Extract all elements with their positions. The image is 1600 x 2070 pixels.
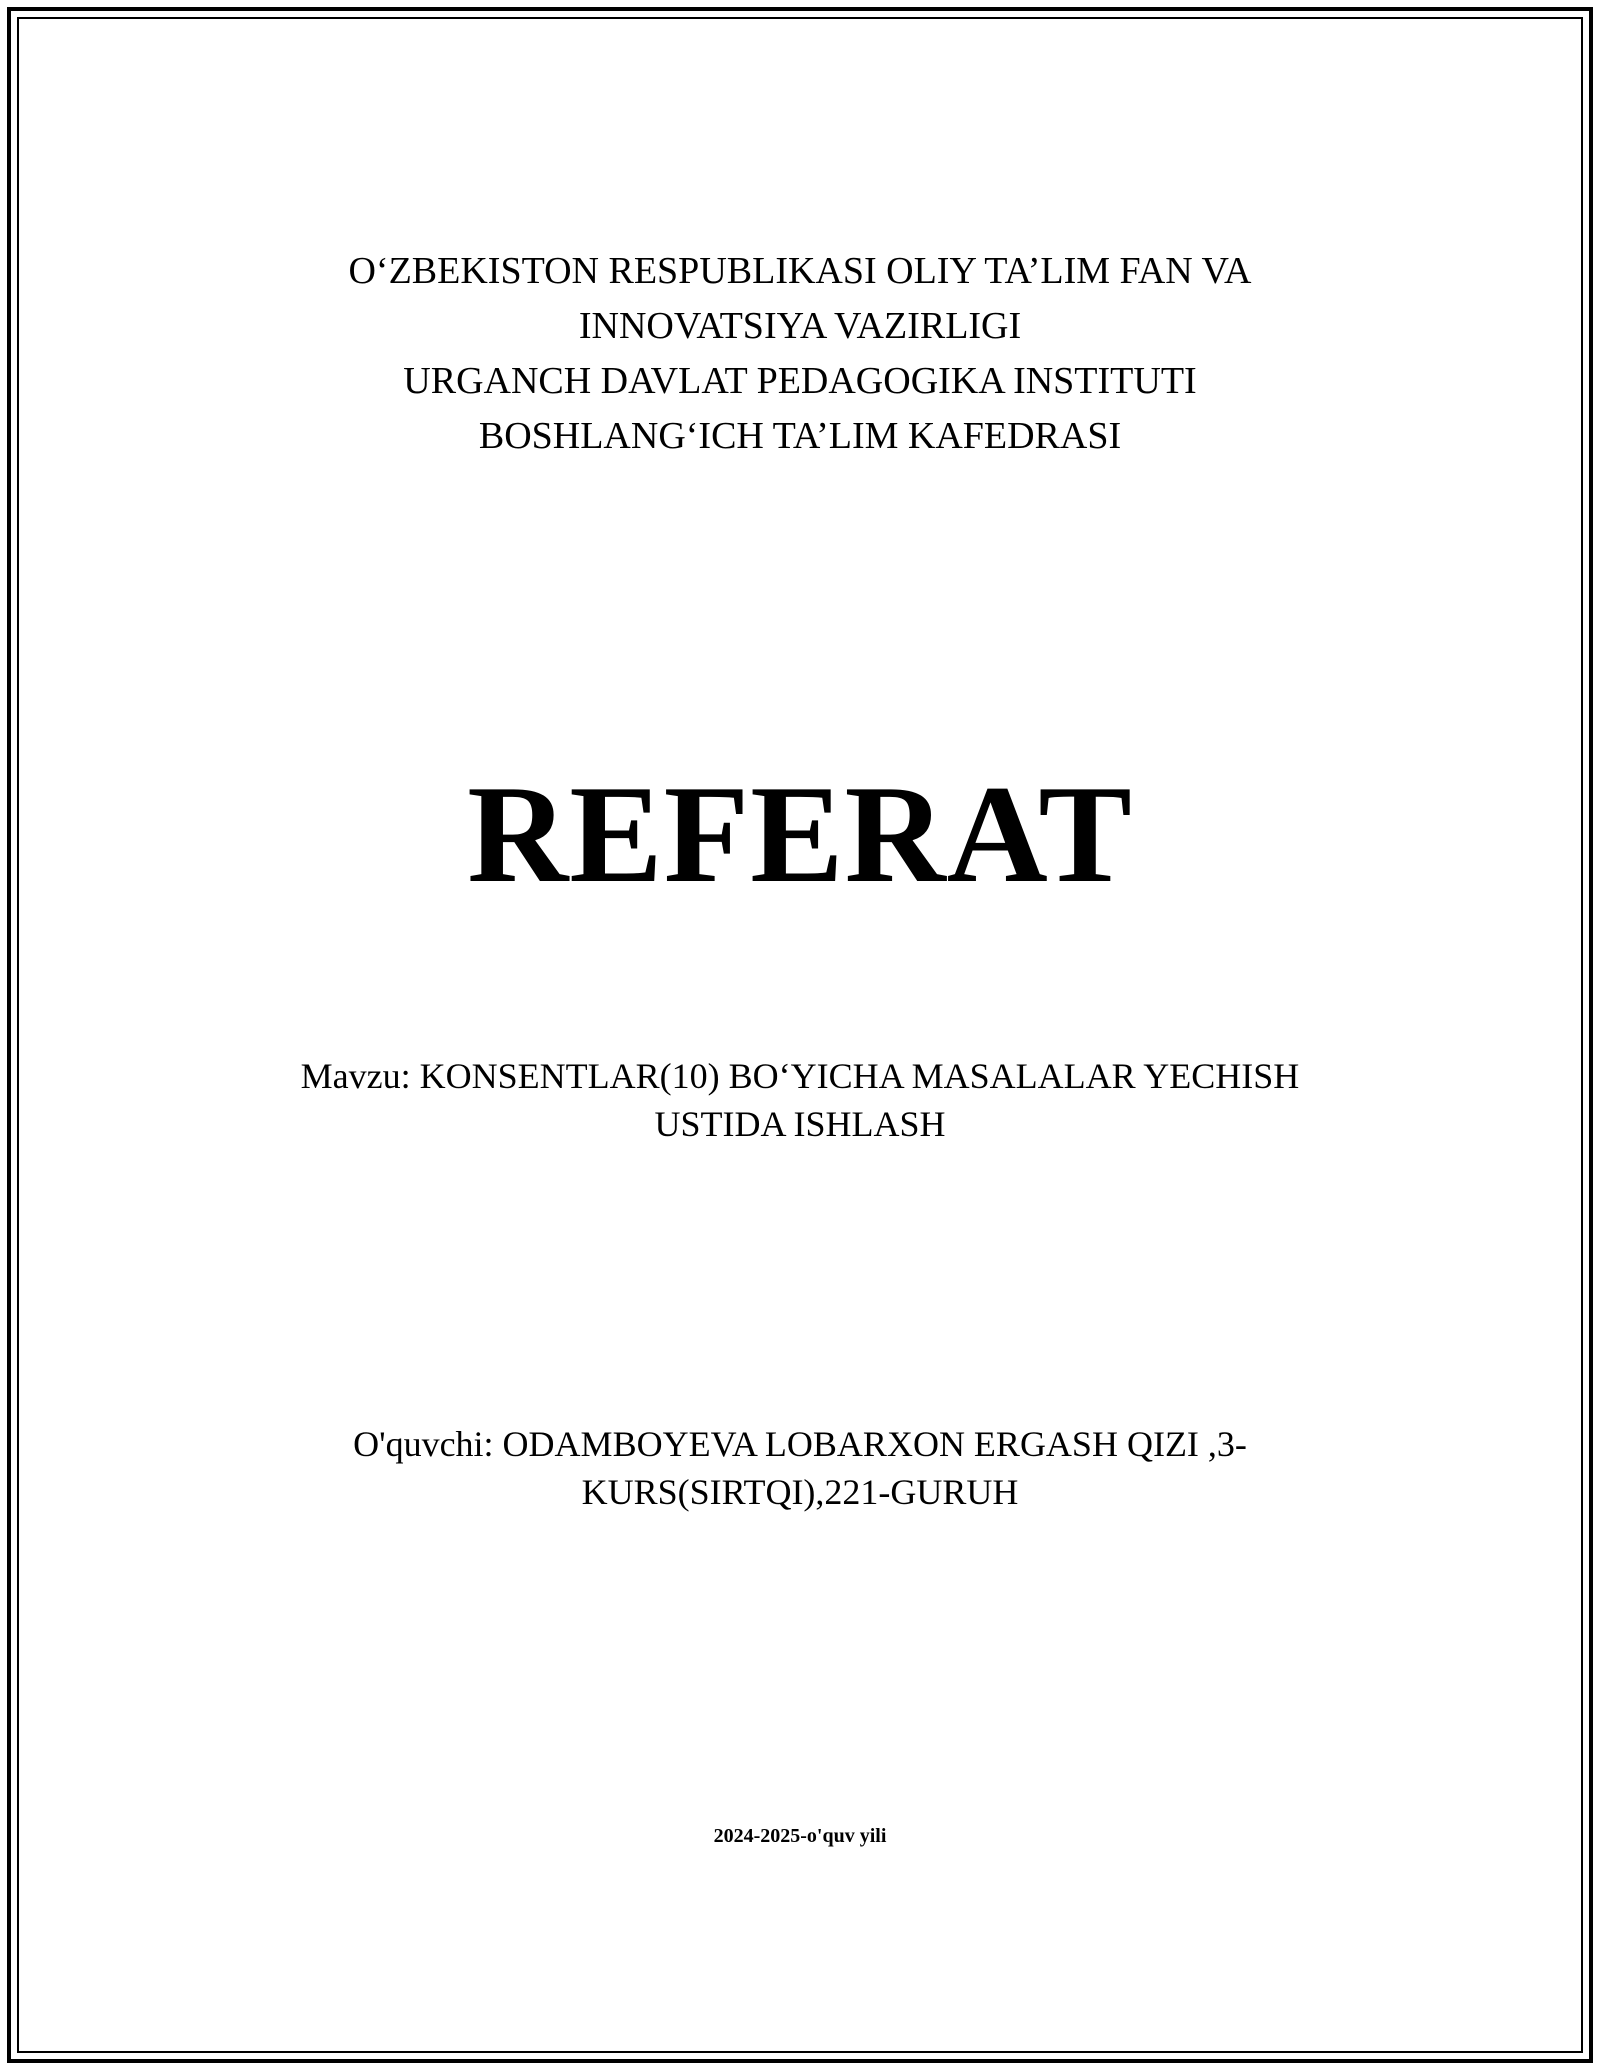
student-line-1: O'quvchi: ODAMBOYEVA LOBARXON ERGASH QIZI ,3- xyxy=(353,1424,1247,1464)
header-line-institute: URGANCH DAVLAT PEDAGOGIKA INSTITUTI xyxy=(403,360,1197,402)
topic-line-2: USTIDA ISHLASH xyxy=(654,1104,946,1144)
header-line-department: BOSHLANG‘ICH TA’LIM KAFEDRASI xyxy=(478,415,1122,457)
institution-header xyxy=(0,244,1600,464)
student-line-2: KURS(SIRTQI),221-GURUH xyxy=(581,1472,1019,1512)
document-title: REFERAT xyxy=(467,757,1133,912)
student-block xyxy=(0,1420,1600,1516)
topic-line-1: Mavzu: KONSENTLAR(10) BO‘YICHA MASALALAR YECHISH xyxy=(300,1056,1300,1096)
header-line-ministry-cont: INNOVATSIYA VAZIRLIGI xyxy=(578,305,1022,347)
header-line-ministry: O‘ZBEKISTON RESPUBLIKASI OLIY TA’LIM FAN VA xyxy=(348,250,1252,292)
academic-year: 2024-2025-o'quv yili xyxy=(713,1825,887,1847)
topic-block xyxy=(0,1052,1600,1148)
